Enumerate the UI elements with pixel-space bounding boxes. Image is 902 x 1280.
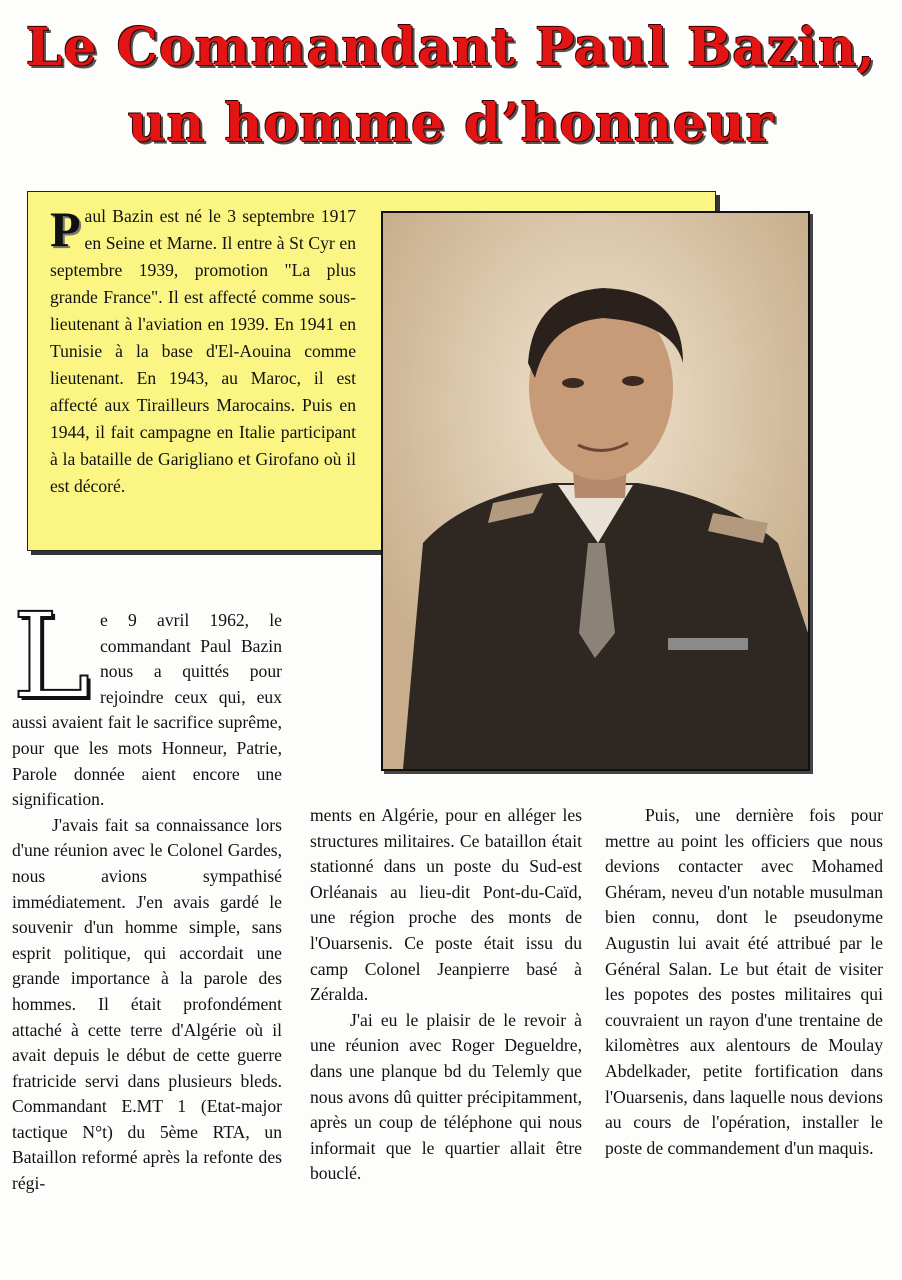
article-column-1	[12, 587, 282, 1197]
bio-text	[50, 203, 356, 500]
article-paragraph: Puis, une dernière fois pour mettre au point les officiers que nous devions contacter avec Mohamed Ghéram, neveu d'un notable musulman bien connu, dont le pseudonyme Augustin lui avait été attribué par le Général Salan. Le but était de visiter les popotes des postes militaires qui couvraient un rayon d'une trentaine de kilomètres aux alentours de Moulay Abdelkader, petite fortification dans l'Ouarsenis, dans laquelle nous devions au cours de l'opération, installer le poste de commandement d'un maquis.	[605, 805, 883, 1158]
headline-line-2: un homme d’honneur	[127, 93, 775, 154]
article-paragraph: ments en Algérie, pour en alléger les structures militaires. Ce bataillon était stationné dans un poste du Sud-est Orléanais au lieu-dit Pont-du-Caïd, une région proche des monts de l'Ouarsenis. Ce poste était issu du camp Colonel Jeanpierre basé à Zéralda.	[310, 805, 582, 1005]
bio-drop-cap: P	[50, 201, 81, 257]
article-column-2	[310, 803, 582, 1187]
article-column-3	[605, 803, 883, 1161]
article-paragraph: J'ai eu le plaisir de le revoir à une réunion avec Roger Degueldre, dans une planque bd du Telemly que nous avons dû quitter précipitamment, après un coup de téléphone qui nous informait que le quartier allait être bouclé.	[310, 1009, 582, 1184]
headline-line-1: Le Commandant Paul Bazin,	[25, 17, 877, 78]
article-paragraph: e 9 avril 1962, le commandant Paul Bazin nous a quittés pour rejoindre ceux qui, eux aussi avaient fait le sacrifice suprême, pour que les mots Honneur, Patrie, Parole donnée aient encore une signification.	[12, 610, 282, 810]
portrait-photo	[381, 211, 810, 771]
portrait-illustration	[383, 213, 808, 769]
bio-body: aul Bazin est né le 3 septembre 1917 en Seine et Marne. Il entre à St Cyr en septembre 1939, promotion "La plus grande France". Il est affecté comme sous-lieutenant à l'aviation en 1939. En 1941 en Tunisie à la base d'El-Aouina comme lieutenant. En 1943, au Maroc, il est affecté aux Tirailleurs Marocains. Puis en 1944, il fait campagne en Italie participant à la bataille de Garigliano et Girofano où il est décoré.	[50, 206, 356, 496]
article-drop-cap: L	[12, 587, 91, 725]
article-paragraph: J'avais fait sa connaissance lors d'une réunion avec le Colonel Gardes, nous avions sympathisé immédiatement. J'en avais gardé le souvenir d'un homme simple, sans esprit politique, qui accordait une grande importance à la parole des hommes. Il était profondément attaché à cette terre d'Algérie où il avait depuis le début de cette guerre fratricide servi dans plusieurs bleds. Commandant E.MT 1 (Etat-major tactique N°t) du 5ème RTA, un Bataillon reformé après la refonte des régi-	[12, 814, 282, 1194]
